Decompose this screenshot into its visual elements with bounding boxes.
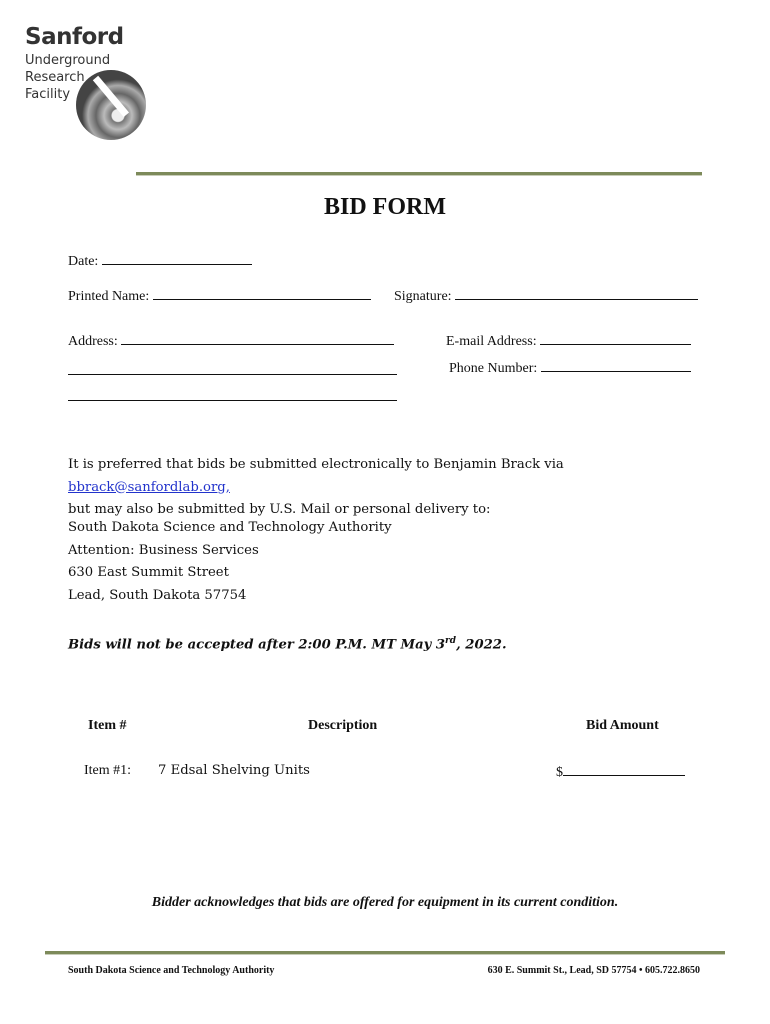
header-divider — [136, 172, 702, 176]
instructions-text: It is preferred that bids be submitted electronically to Benjamin Brack via — [68, 457, 564, 472]
logo-line: Facility — [25, 87, 71, 102]
date-field[interactable] — [68, 252, 252, 270]
logo-line: Research — [25, 70, 85, 85]
address-label: Address: — [68, 334, 118, 349]
deadline-year: , 2022. — [456, 637, 507, 653]
row-item: Item #1: — [84, 763, 132, 778]
footer-right: 630 E. Summit St., Lead, SD 57754 • 605.722.8650 — [487, 965, 700, 976]
footer-left: South Dakota Science and Technology Authority — [68, 965, 275, 976]
logo-name: Sanford — [25, 24, 124, 50]
signature-field[interactable] — [394, 287, 698, 305]
address-line-3[interactable] — [68, 388, 397, 401]
phone-label: Phone Number: — [449, 361, 538, 376]
mailing-line: Lead, South Dakota 57754 — [68, 587, 247, 603]
address-line-2[interactable] — [68, 362, 397, 375]
logo-disc-icon — [76, 70, 146, 140]
row-description: 7 Edsal Shelving Units — [158, 763, 310, 778]
header-bid-amount: Bid Amount — [586, 718, 659, 733]
instructions — [68, 454, 708, 522]
logo-line: Underground — [25, 53, 111, 68]
signature-label: Signature: — [394, 289, 452, 304]
email-link[interactable]: bbrack@sanfordlab.org, — [68, 479, 230, 495]
mailing-line: South Dakota Science and Technology Authority — [68, 520, 392, 535]
mailing-address — [68, 517, 392, 607]
acknowledgement: Bidder acknowledges that bids are offered for equipment in its current condition. — [151, 895, 619, 910]
email-label: E-mail Address: — [446, 334, 537, 349]
deadline-sup: rd — [445, 636, 457, 646]
address-field[interactable] — [68, 332, 394, 350]
mailing-line: Attention: Business Services — [68, 542, 259, 558]
printed-name-label: Printed Name: — [68, 289, 150, 304]
page-title: BID FORM — [324, 194, 446, 220]
printed-name-field[interactable] — [68, 287, 371, 305]
deadline-notice — [68, 630, 507, 657]
bid-amount-field[interactable] — [556, 763, 685, 781]
footer-divider — [45, 951, 725, 955]
instructions-text-2: but may also be submitted by U.S. Mail or personal delivery to: — [68, 502, 491, 517]
mailing-line: 630 East Summit Street — [68, 565, 229, 580]
header-description: Description — [308, 718, 378, 733]
phone-field[interactable] — [449, 359, 691, 377]
deadline-text: Bids will not be accepted after 2:00 P.M. MT May 3 — [68, 637, 446, 653]
header-item: Item # — [88, 718, 127, 733]
dollar-sign: $ — [556, 765, 563, 780]
date-label: Date: — [68, 254, 99, 269]
email-field[interactable] — [446, 332, 691, 350]
